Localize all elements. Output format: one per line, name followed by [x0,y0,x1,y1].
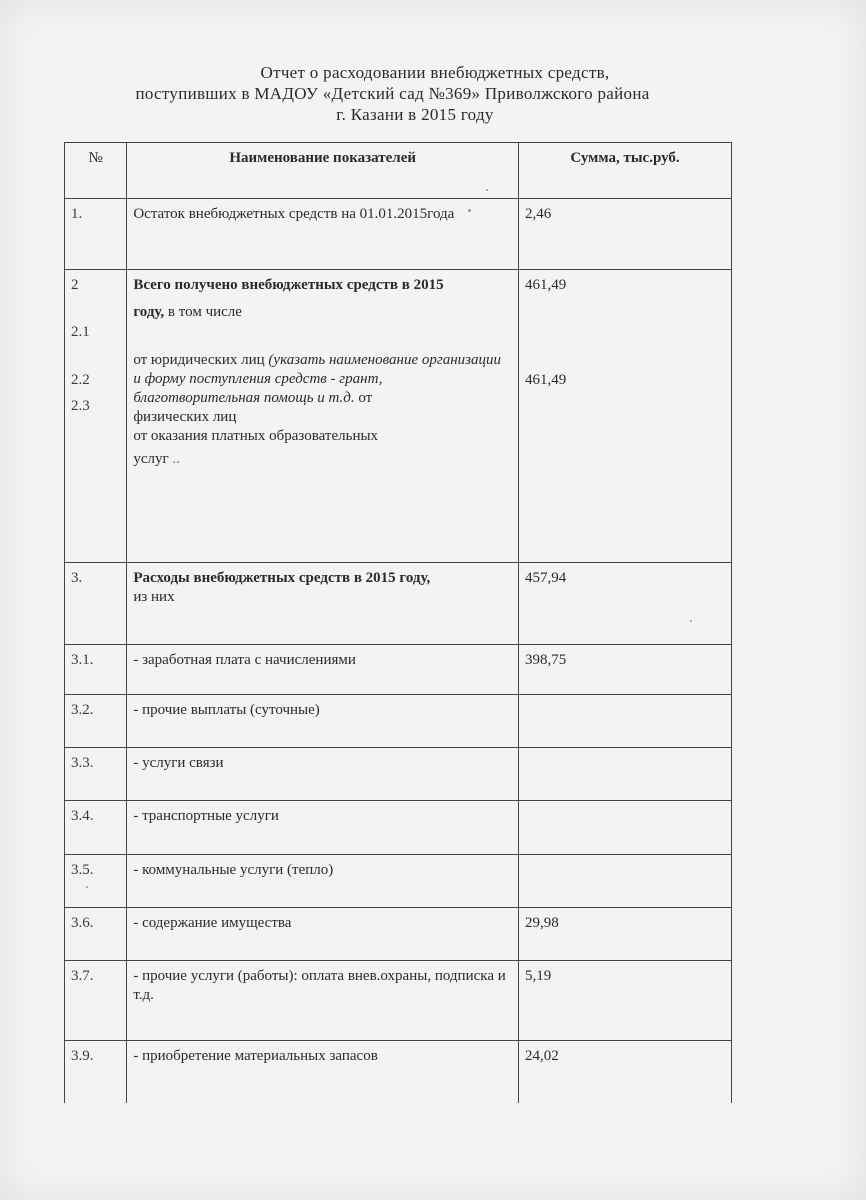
row-name: - приобретение материальных запасов [127,1041,519,1103]
column-header-name: Наименование показателей [127,143,519,199]
table-row [65,748,732,801]
table-row [65,563,732,645]
row-number: 2.1 [71,324,90,340]
row-sum [519,855,732,908]
row-number: 3.1. [65,645,127,695]
row-name-legal-end: от [354,390,373,406]
row-sum: 398,75 [519,645,732,695]
row-number: 3.4. [65,801,127,855]
scan-speck [468,209,471,212]
row-number: 3.9. [65,1041,127,1103]
row-name: - транспортные услуги [127,801,519,855]
row-name-year: году, [133,304,165,320]
table-row [65,645,732,695]
column-header-number: № [65,143,127,199]
row-name-including [133,303,512,322]
row-number: 2.3 [71,398,90,414]
row-name: Остаток внебюджетных средств на 01.01.2015года [127,199,519,270]
row-sum: 29,98 [519,908,732,961]
row-name-expenses: Расходы внебюджетных средств в 2015 году, [133,570,431,586]
row-name-legal [133,351,512,408]
row-name: - заработная плата с начислениями [127,645,519,695]
row-sum: 24,02 [519,1041,732,1103]
row-name-of-them: из них [133,589,175,605]
row-sum-paid: 461,49 [525,372,567,388]
expenses-table [64,142,732,1103]
table-row [65,1041,732,1103]
row-name: - прочие выплаты (суточные) [127,695,519,748]
row-name-legal-note: (указать наименование организации и форму поступления средств - грант, благотворительная помощь и т.д. [133,352,501,406]
table-row [65,199,732,270]
scan-speck [690,620,692,622]
table-row [65,908,732,961]
title-line-1: Отчет о расходовании внебюджетных средств, [260,63,610,82]
row-number: 3.3. [65,748,127,801]
row-number: 3.5. [65,855,127,908]
row-number: 3.2. [65,695,127,748]
title-line-2: поступивших в МАДОУ «Детский сад №369» Приволжского района [135,84,650,103]
row-number: 3. [65,563,127,645]
table-row [65,270,732,563]
row-number-group [65,270,127,563]
row-name-including-rest: в том числе [164,304,242,320]
row-sum-group [519,270,732,563]
table-row [65,801,732,855]
row-name: - услуги связи [127,748,519,801]
row-name-total: Всего получено внебюджетных средств в 2015 [133,277,444,293]
table-row [65,961,732,1041]
row-name [127,563,519,645]
row-name: - прочие услуги (работы): оплата внев.охраны, подписка и т.д. [127,961,519,1041]
row-sum: 2,46 [519,199,732,270]
row-name-group [127,270,519,563]
row-number: 3.6. [65,908,127,961]
table-row [65,695,732,748]
row-sum: 457,94 [519,563,732,645]
row-number: 1. [65,199,127,270]
row-sum-total: 461,49 [525,277,567,293]
scan-speck [486,189,488,191]
row-sum [519,801,732,855]
row-number: 3.7. [65,961,127,1041]
row-name: - коммунальные услуги (тепло) [127,855,519,908]
row-sum: 5,19 [519,961,732,1041]
row-name-paid-services: услуг [133,451,169,467]
table-row [65,855,732,908]
row-name-physical: физических лиц [133,409,237,425]
row-name: - содержание имущества [127,908,519,961]
report-title [60,62,760,125]
row-name-paid-line1: от оказания платных образовательных [133,428,379,444]
table-header-row [65,143,732,199]
row-number: 2 [71,277,79,293]
row-sum [519,695,732,748]
column-header-sum: Сумма, тыс.руб. [519,143,732,199]
row-name-paid-line2: услуг .. [133,451,180,467]
row-name-legal-text: от юридических лиц [133,352,269,368]
row-sum [519,748,732,801]
row-number: 2.2 [71,372,90,388]
title-line-3: г. Казани в 2015 году [336,105,494,124]
scan-speck [86,886,88,888]
